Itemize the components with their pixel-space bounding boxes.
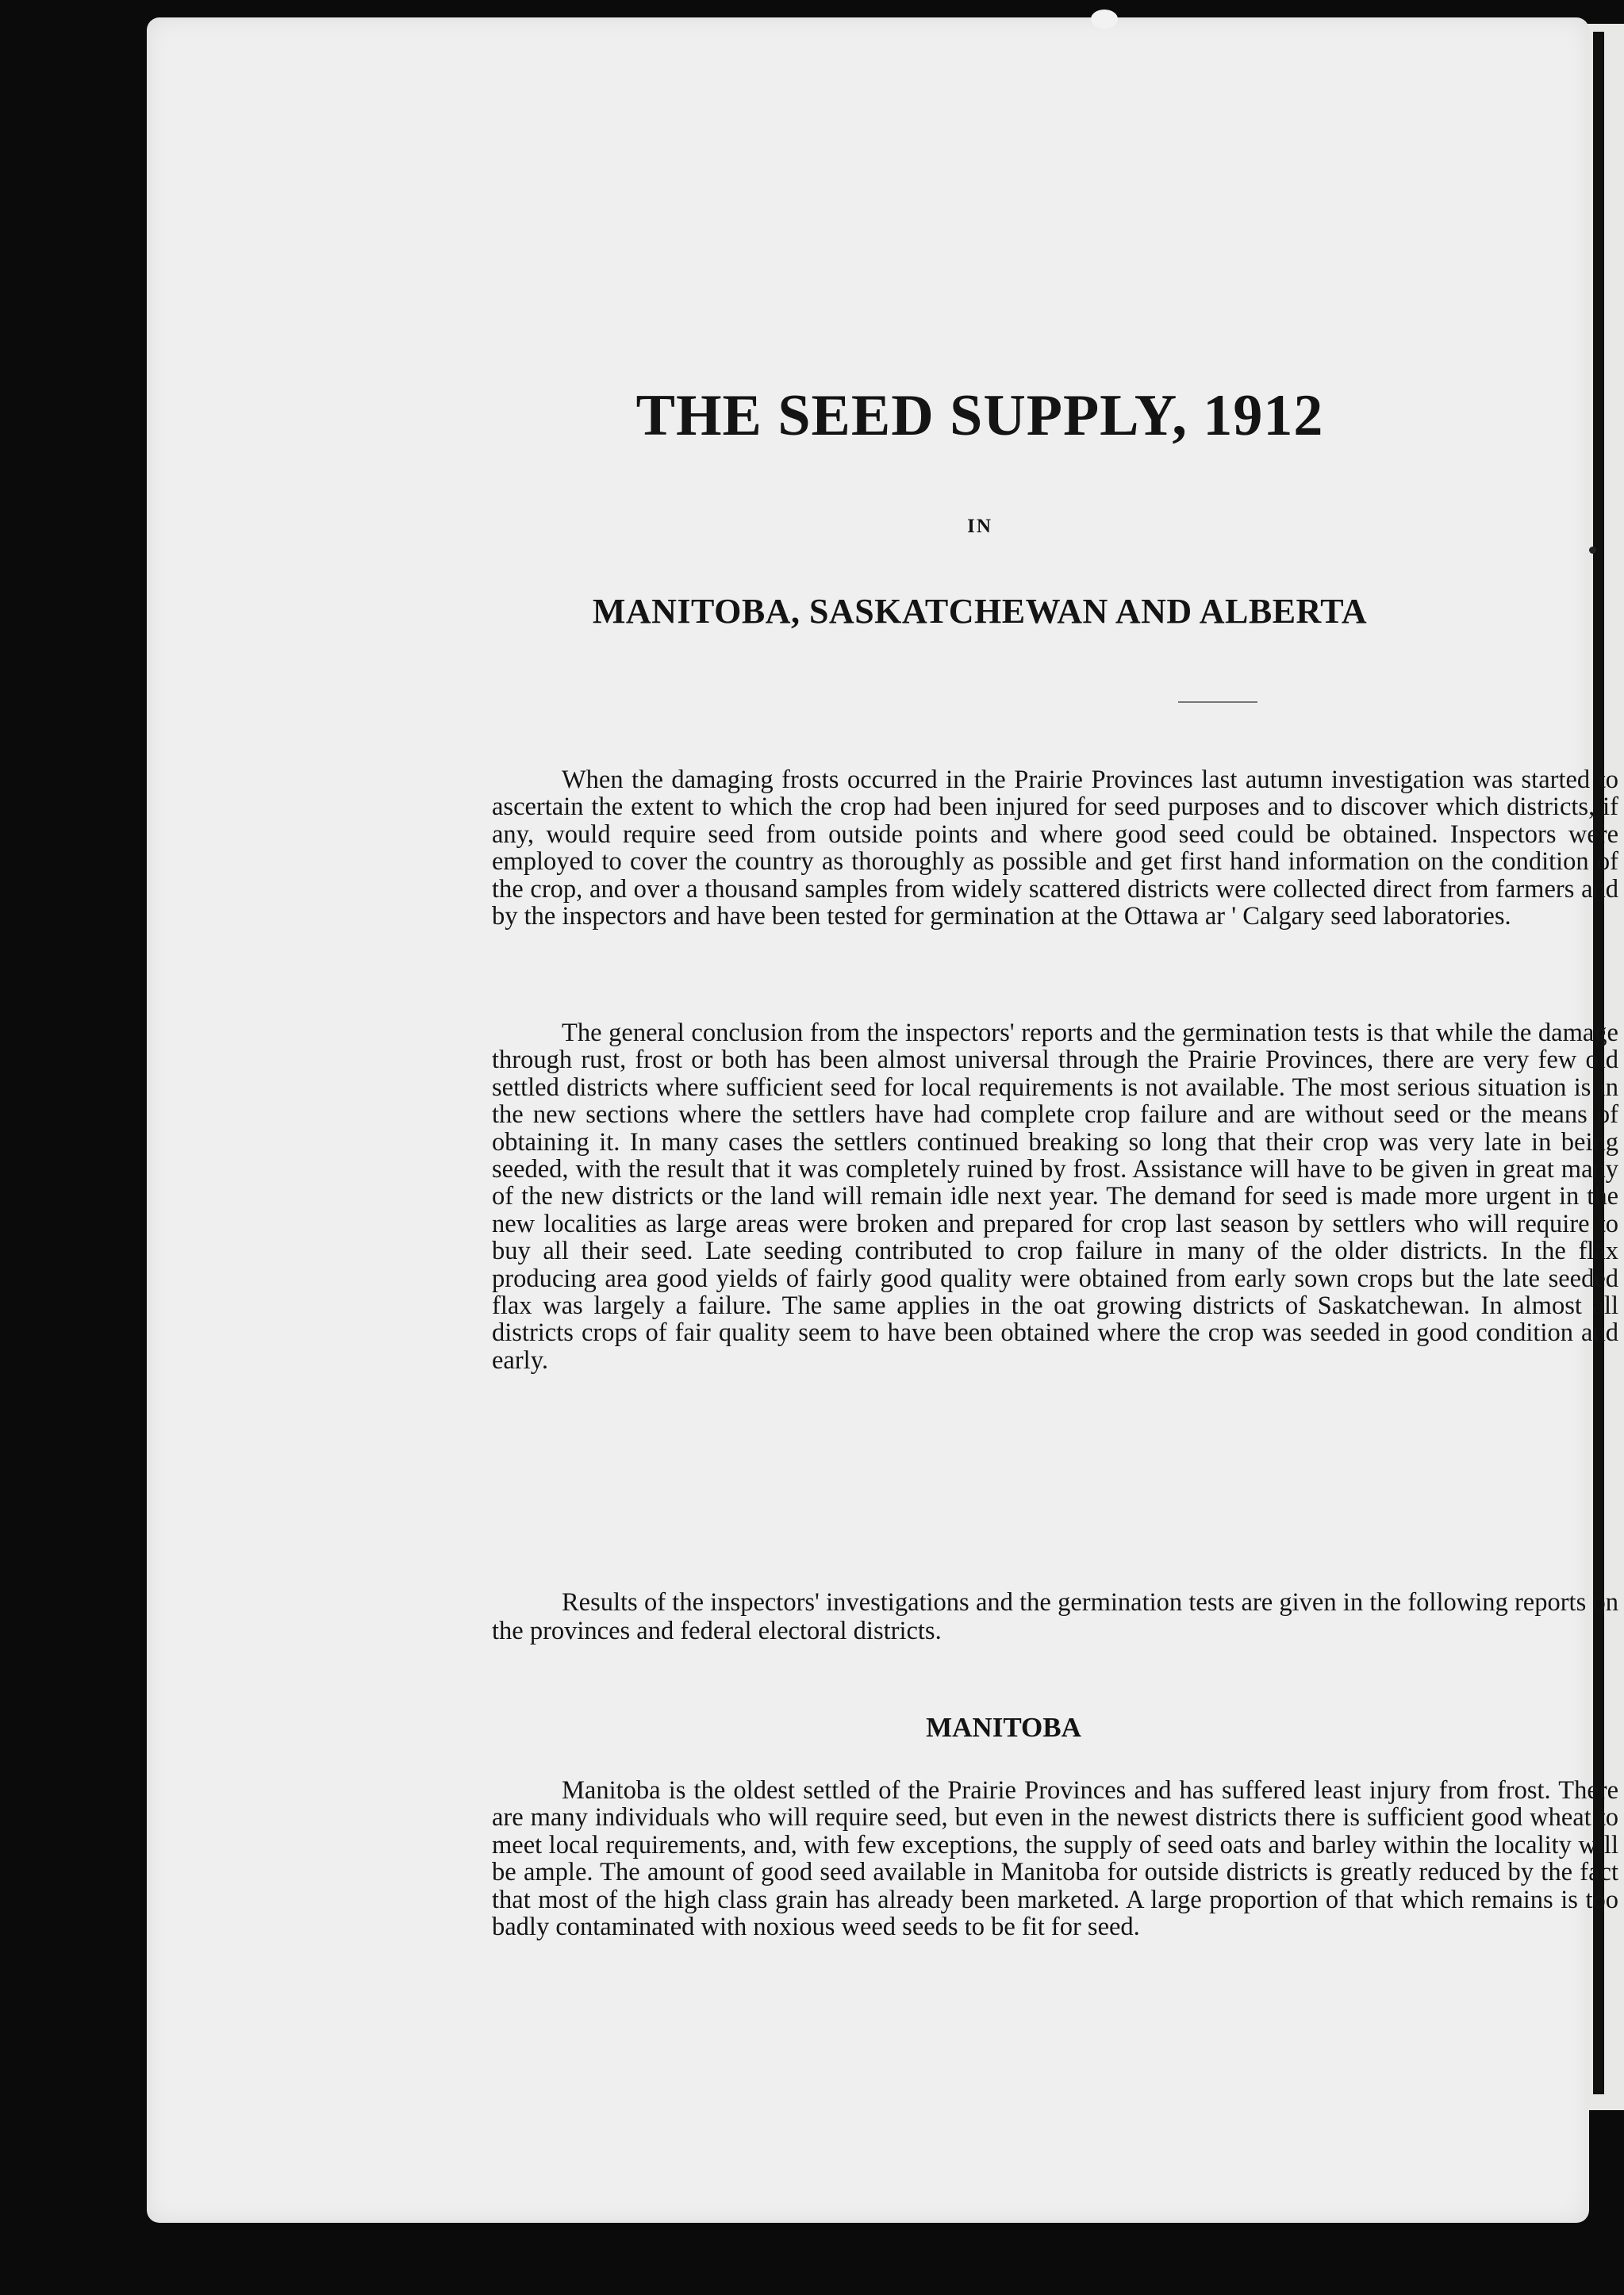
results-paragraph: Results of the inspectors' investigations and the germination tests are given in the following reports on the provinces and federal electoral districts. bbox=[492, 1588, 1618, 1645]
document-subtitle: MANITOBA, SASKATCHEWAN AND ALBERTA bbox=[592, 592, 1368, 631]
document-title: THE SEED SUPPLY, 1912 bbox=[635, 383, 1324, 448]
divider-rule bbox=[1178, 701, 1257, 703]
intro-paragraph: When the damaging frosts occurred in the Prairie Provinces last autumn investigation was started to ascertain the extent to which the crop had been injured for seed purposes and to discover which districts, if any, would require seed from outside points and where good seed could be obtained. Inspectors were employed to cover the country as thoroughly as possible and get first hand information on the condition of the crop, and over a thousand samples from widely scattered districts were collected direct from farmers and by the inspectors and have been tested for germination at the Ottawa ar ' Calgary seed laboratories. bbox=[492, 766, 1618, 931]
title-connector: IN bbox=[967, 516, 992, 537]
conclusion-paragraph: The general conclusion from the inspectors' reports and the germination tests is that while the damage through rust, frost or both has been almost universal through the Prairie Provinces, there are very few old settled districts where sufficient seed for local requirements is not available. The most serious situation is in the new sections where the settlers have had complete crop failure and are without seed or the means of obtaining it. In many cases the settlers continued breaking so long that their crop was very late in being seeded, with the result that it was completely ruined by frost. Assistance will have to be given in great many of the new districts or the land will remain idle next year. The demand for seed is made more urgent in the new localities as large areas were broken and prepared for crop last season by settlers who will require to buy all their seed. Late seeding contributed to crop failure in many of the older districts. In the flax producing area good yields of fairly good quality were obtained from early sown crops but the late seeded flax was largely a failure. The same applies in the oat growing districts of Saskatchewan. In almost all districts crops of fair quality seem to have been obtained where the crop was seeded in good condition and early. bbox=[492, 1019, 1618, 1375]
manitoba-paragraph: Manitoba is the oldest settled of the Prairie Provinces and has suffered least injury from frost. There are many individuals who will require seed, but even in the newest districts there is sufficient good wheat to meet local requirements, and, with few exceptions, the supply of seed oats and barley within the locality will be ample. The amount of good seed available in Manitoba for outside districts is greatly reduced by the fact that most of the high class grain has already been marketed. A large proportion of that which remains is too badly contaminated with noxious weed seeds to be fit for seed. bbox=[492, 1776, 1618, 1942]
ink-dot bbox=[1589, 547, 1596, 554]
section-heading-manitoba: MANITOBA bbox=[926, 1712, 1081, 1743]
document-page bbox=[147, 17, 1618, 2223]
scan-speck bbox=[1091, 10, 1118, 29]
